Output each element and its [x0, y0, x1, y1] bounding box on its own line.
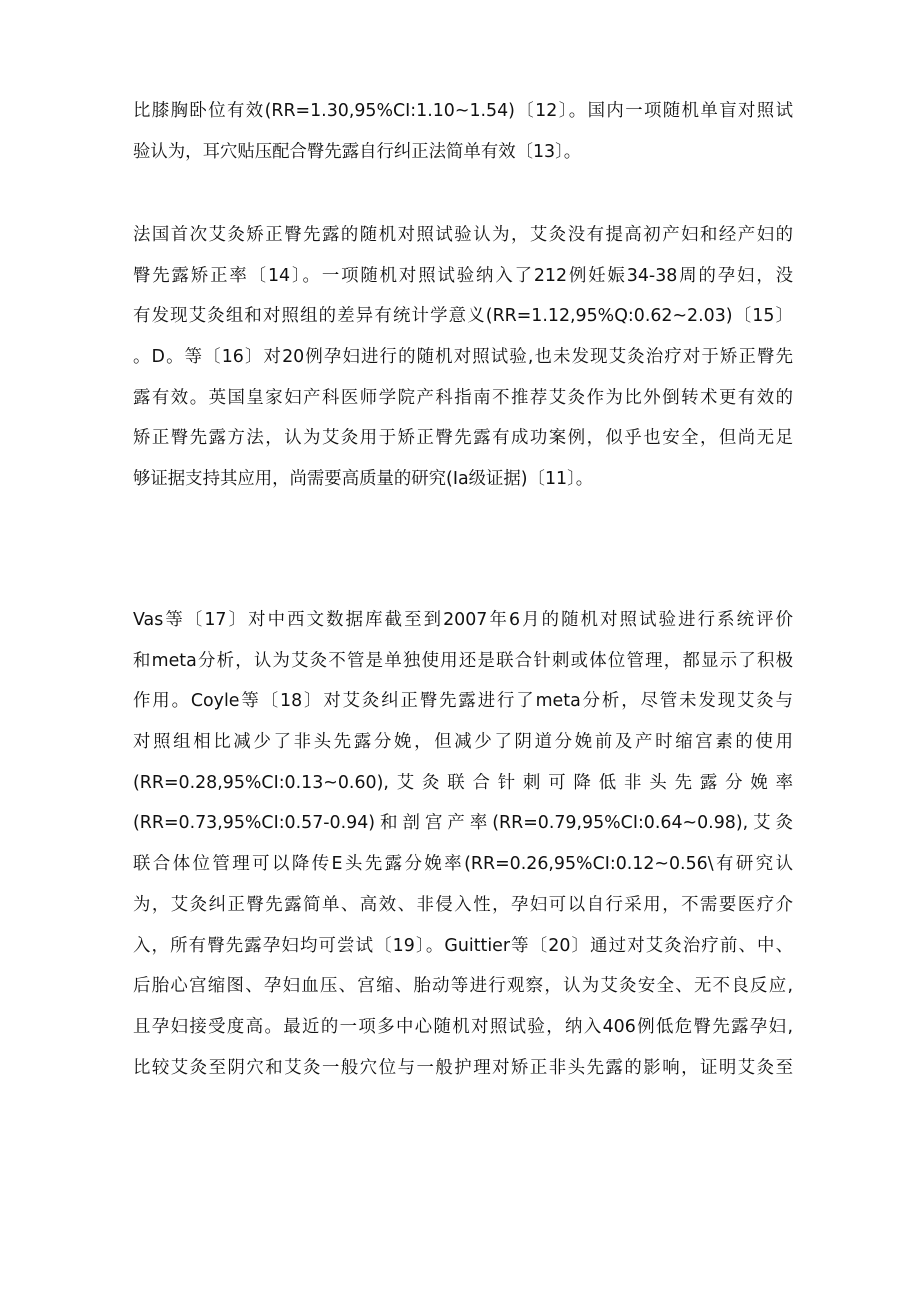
text-line: 矫正臀先露方法，认为艾灸用于矫正臀先露有成功案例，似乎也安全，但尚无足 — [133, 428, 793, 449]
text-line: Vas等〔17〕对中西文数据库截至到2007年6月的随机对照试验进行系统评价 — [133, 610, 793, 630]
text-line: 有发现艾灸组和对照组的差异有统计学意义(RR=1.12,95%Q:0.62~2.03)〔15〕 — [133, 306, 793, 327]
text-line: 作用。Coyle等〔18〕对艾灸纠正臀先露进行了meta分析，尽管未发现艾灸与 — [133, 691, 793, 712]
text-line: 臀先露矫正率〔14〕。一项随机对照试验纳入了212例妊娠34-38周的孕妇，没 — [133, 265, 793, 286]
text-line: 联合体位管理可以降传E头先露分娩率(RR=0.26,95%CI:0.12~0.56\有研究认 — [133, 854, 793, 875]
text-line: 够证据支持其应用，尚需要高质量的研究(Ia级证据)〔11〕。 — [133, 469, 594, 490]
text-line: 入，所有臀先露孕妇均可尝试〔19〕。Guittier等〔20〕通过对艾灸治疗前、中、 — [133, 935, 793, 956]
text-line: 露有效。英国皇家妇产科医师学院产科指南不推荐艾灸作为比外倒转术更有效的 — [133, 387, 793, 408]
text-line: 法国首次艾灸矫正臀先露的随机对照试验认为，艾灸没有提高初产妇和经产妇的 — [133, 225, 793, 245]
text-line: 比较艾灸至阴穴和艾灸一般穴位与一般护理对矫正非头先露的影响，证明艾灸至 — [133, 1057, 793, 1078]
text-line: 。D。等〔16〕对20例孕妇进行的随机对照试验,也未发现艾灸治疗对于矫正臀先 — [133, 347, 793, 368]
text-line: 为，艾灸纠正臀先露简单、高效、非侵入性，孕妇可以自行采用，不需要医疗介 — [133, 894, 793, 915]
text-line: (RR=0.28,95%CI:0.13~0.60),艾灸联合针刺可降低非头先露分娩率 — [133, 772, 793, 793]
text-line: 后胎心宫缩图、孕妇血压、宫缩、胎动等进行观察，认为艾灸安全、无不良反应, — [133, 976, 793, 997]
text-line: 对照组相比减少了非头先露分娩，但减少了阴道分娩前及产时缩宫素的使用 — [133, 732, 793, 753]
paragraph-2 — [133, 215, 793, 500]
paragraph-3 — [133, 600, 793, 1088]
text-line: 验认为，耳穴贴压配合臀先露自行纠正法简单有效〔13〕。 — [133, 141, 582, 162]
text-line: 比膝胸卧位有效(RR=1.30,95%CI:1.10~1.54)〔12〕。国内一项随机单盲对照试 — [133, 101, 793, 121]
text-line: 和meta分析，认为艾灸不管是单独使用还是联合针刺或体位管理，都显示了积极 — [133, 650, 793, 671]
text-line: 且孕妇接受度高。最近的一项多中心随机对照试验，纳入406例低危臀先露孕妇, — [133, 1016, 793, 1037]
text-line: (RR=0.73,95%CI:0.57-0.94)和剖宫产率(RR=0.79,95%CI:0.64~0.98),艾灸 — [133, 813, 793, 834]
paragraph-1 — [133, 91, 793, 172]
